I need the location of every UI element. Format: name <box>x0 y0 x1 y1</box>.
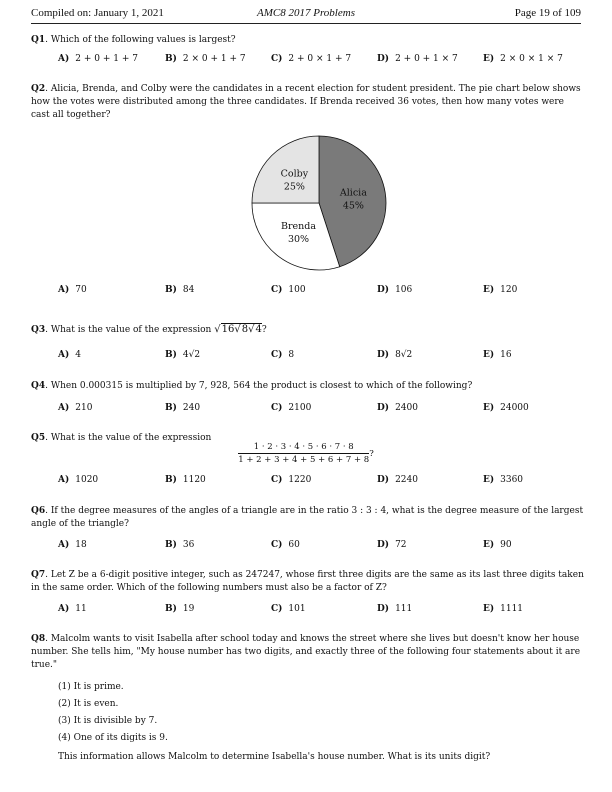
choice-b: B) 1120 <box>165 475 206 485</box>
choices-q4 <box>58 403 578 416</box>
choice-d: D) 106 <box>377 285 413 295</box>
question-text: If the degree measures of the angles of a triangle are in the ratio 3 : 3 : 4, what is the degree measure of the largest angle of the triangle? <box>31 506 584 529</box>
document-title: AMC8 2017 Problems <box>257 7 355 19</box>
choice-a: A) 11 <box>58 604 87 614</box>
question-number: Q1 <box>31 35 46 45</box>
choice-b: B) 240 <box>165 403 201 413</box>
closing-text: This information allows Malcolm to determine Isabella's house number. What is its units digit? <box>58 752 491 762</box>
vote-pie-chart <box>248 132 390 274</box>
question-number: Q3 <box>31 325 46 335</box>
choice-c: C) 100 <box>271 285 306 295</box>
choice-a: A) 2 + 0 + 1 + 7 <box>58 54 138 64</box>
statement-1: (1) It is prime. <box>58 682 124 692</box>
choice-a: A) 70 <box>58 285 87 295</box>
question-3: Q3. What is the value of the expression √16√8√4? <box>31 324 267 335</box>
choice-d: D) 72 <box>377 540 407 550</box>
choice-b: B) 36 <box>165 540 195 550</box>
question-text: What is the value of the expression <box>50 325 212 335</box>
statement-3: (3) It is divisible by 7. <box>58 716 158 726</box>
choice-b: B) 2 × 0 + 1 + 7 <box>165 54 246 64</box>
fraction-expression: $\frac{1 \cdot 2 \cdot 3 \cdot 4 \cdot 5 \cdot 6 \cdot 7 \cdot 8}{1 + 2 + 3 + 4 + 5 + 6 + 7 + 8}$ ? <box>238 442 374 465</box>
pie-label-alicia: Alicia <box>339 187 367 199</box>
question-text: Let Z be a 6-digit positive integer, such as 247247, whose first three digits are the same as its last three digits taken in the same order. Which of the following numbers must also be a factor of Z? <box>31 570 584 593</box>
question-2: Q2. Alicia, Brenda, and Colby were the candidates in a recent election for student president. The pie chart below shows how the votes were distributed among the three candidates. If Brenda received 36 votes, then how many votes were cast all together? <box>31 84 581 120</box>
choice-d: D) 2400 <box>377 403 418 413</box>
choice-e: E) 1111 <box>483 604 524 614</box>
choice-d: D) 2 + 0 + 1 × 7 <box>377 54 458 64</box>
fraction-denominator: 1 + 2 + 3 + 4 + 5 + 6 + 7 + 8 <box>238 455 370 465</box>
question-text: Which of the following values is largest? <box>50 35 236 45</box>
statement-2: (2) It is even. <box>58 699 119 709</box>
question-7: Q7. Let Z be a 6-digit positive integer, such as 247247, whose first three digits are the same as its last three digits taken in the same order. Which of the following numbers must also be a factor of Z? <box>31 570 584 593</box>
statement-4: (4) One of its digits is 9. <box>58 733 168 743</box>
question-1: Q1. Which of the following values is largest? <box>31 35 236 45</box>
choice-b: B) 84 <box>165 285 195 295</box>
pie-percent-alicia: 45% <box>342 200 364 212</box>
pie-percent-brenda: 30% <box>287 234 310 246</box>
page-header <box>31 7 581 23</box>
question-text: Alicia, Brenda, and Colby were the candidates in a recent election for student president. The pie chart below shows how the votes were distributed among the three candidates. If Brenda received 36 votes, then how many votes were cast all together? <box>31 84 581 120</box>
question-number: Q8 <box>31 634 46 644</box>
question-text: Malcolm wants to visit Isabella after school today and knows the street where she lives but doesn't know her house number. She tells him, "My house number has two digits, and exactly three of the following four statements about it are true." <box>31 634 581 670</box>
choice-c: C) 2 + 0 × 1 + 7 <box>271 54 352 64</box>
question-4: Q4. When 0.000315 is multiplied by 7, 928, 564 the product is closest to which of the following? <box>31 381 473 391</box>
question-5: Q5. What is the value of the expression <box>31 433 212 443</box>
choice-a: A) 18 <box>58 540 87 550</box>
question-number: Q7 <box>31 570 46 580</box>
question-8: Q8. Malcolm wants to visit Isabella after school today and knows the street where she lives but doesn't know her house number. She tells him, "My house number has two digits, and exactly three of the following four statements about it are true." <box>31 634 581 670</box>
choice-a: A) 210 <box>58 403 93 413</box>
choices-q2 <box>58 285 578 298</box>
choice-c: C) 60 <box>271 540 300 550</box>
choice-e: E) 2 × 0 × 1 × 7 <box>483 54 563 64</box>
choices-q5 <box>58 475 578 488</box>
choice-a: A) 4 <box>58 350 81 360</box>
choice-c: C) 1220 <box>271 475 312 485</box>
choice-c: C) 8 <box>271 350 295 360</box>
choice-a: A) 1020 <box>58 475 99 485</box>
choices-q1 <box>58 54 578 67</box>
question-number: Q4 <box>31 381 46 391</box>
choice-e: E) 16 <box>483 350 512 360</box>
question-number: Q6 <box>31 506 46 516</box>
choices-q3 <box>58 350 578 363</box>
question-text: When 0.000315 is multiplied by 7, 928, 564 the product is closest to which of the following? <box>50 381 473 391</box>
question-text: What is the value of the expression <box>50 433 212 443</box>
choice-c: C) 2100 <box>271 403 312 413</box>
question-number: Q5 <box>31 433 46 443</box>
choices-q6 <box>58 540 578 553</box>
compiled-date: Compiled on: January 1, 2021 <box>31 7 164 19</box>
page-number: Page 19 of 109 <box>514 7 581 19</box>
choice-e: E) 90 <box>483 540 512 550</box>
header-rule <box>31 23 581 24</box>
pie-percent-colby: 25% <box>283 181 305 193</box>
choice-e: E) 120 <box>483 285 518 295</box>
nested-radical: √16√8√4 <box>214 324 262 335</box>
choice-b: B) 19 <box>165 604 195 614</box>
choice-b: B) 4√2 <box>165 350 201 360</box>
choice-d: D) 2240 <box>377 475 418 485</box>
fraction-numerator: 1 · 2 · 3 · 4 · 5 · 6 · 7 · 8 <box>238 442 369 454</box>
pie-label-colby: Colby <box>280 168 309 180</box>
choice-e: E) 3360 <box>483 475 524 485</box>
question-6: Q6. If the degree measures of the angles of a triangle are in the ratio 3 : 3 : 4, what is the degree measure of the largest angle of the triangle? <box>31 506 584 529</box>
choice-d: D) 111 <box>377 604 413 614</box>
question-number: Q2 <box>31 84 46 94</box>
choice-c: C) 101 <box>271 604 306 614</box>
choice-e: E) 24000 <box>483 403 529 413</box>
choice-d: D) 8√2 <box>377 350 413 360</box>
choices-q7 <box>58 604 578 617</box>
pie-label-brenda: Brenda <box>280 221 317 233</box>
